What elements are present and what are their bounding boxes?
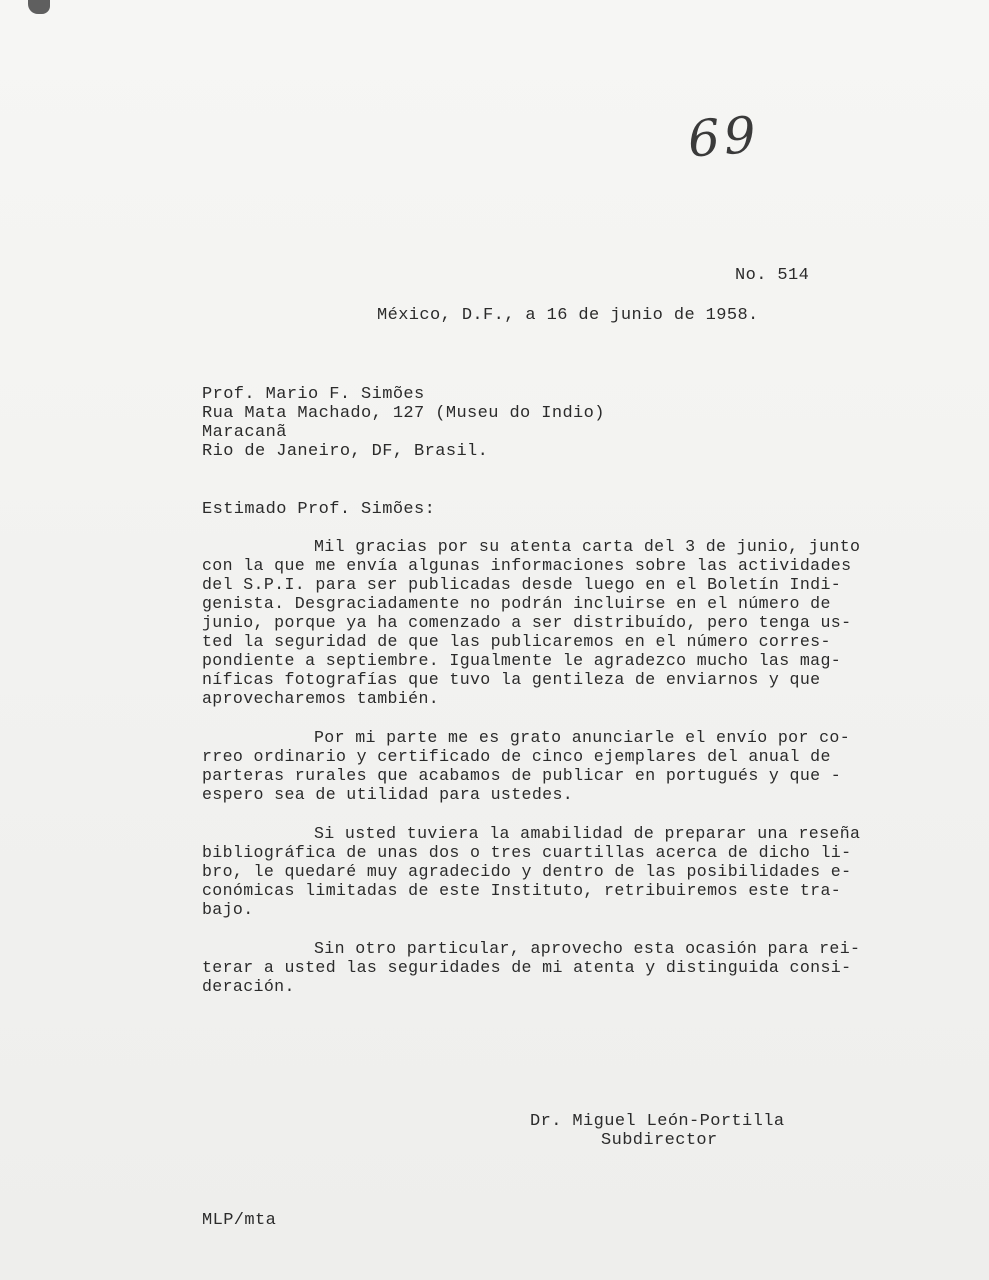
reference-number: No. 514 bbox=[735, 266, 810, 285]
paragraph-line: espero sea de utilidad para ustedes. bbox=[202, 785, 574, 804]
paragraph-line: aprovecharemos también. bbox=[202, 689, 440, 708]
paragraph-line: Sin otro particular, aprovecho esta ocasión para rei- bbox=[314, 939, 861, 958]
recipient-street: Rua Mata Machado, 127 (Museu do Indio) bbox=[202, 404, 605, 423]
paragraph-line: pondiente a septiembre. Igualmente le agradezco mucho las mag- bbox=[202, 651, 842, 670]
paragraph-line: genista. Desgraciadamente no podrán incluirse en el número de bbox=[202, 594, 831, 613]
paragraph-line: ted la seguridad de que las publicaremos en el número corres- bbox=[202, 632, 831, 651]
paragraph-line: Si usted tuviera la amabilidad de preparar una reseña bbox=[314, 824, 861, 843]
paragraph-line: rreo ordinario y certificado de cinco ejemplares del anual de bbox=[202, 747, 831, 766]
paragraph-line: Mil gracias por su atenta carta del 3 de junio, junto bbox=[314, 537, 861, 556]
paragraph-line: conómicas limitadas de este Instituto, retribuiremos este tra- bbox=[202, 881, 842, 900]
corner-mark bbox=[28, 0, 50, 14]
paragraph-line: Por mi parte me es grato anunciarle el envío por co- bbox=[314, 728, 851, 747]
paragraph-line: terar a usted las seguridades de mi atenta y distinguida consi- bbox=[202, 958, 852, 977]
paragraph-line: bajo. bbox=[202, 900, 254, 919]
paragraph-line: bibliográfica de unas dos o tres cuartillas acerca de dicho li- bbox=[202, 843, 852, 862]
paragraph-line: bro, le quedaré muy agradecido y dentro de las posibilidades e- bbox=[202, 862, 852, 881]
paragraph-line: parteras rurales que acabamos de publicar en portugués y que - bbox=[202, 766, 842, 785]
paragraph-line: con la que me envía algunas informaciones sobre las actividades bbox=[202, 556, 852, 575]
reference-initials: MLP/mta bbox=[202, 1211, 277, 1230]
signer-name: Dr. Miguel León-Portilla bbox=[530, 1112, 785, 1131]
paragraph-line: deración. bbox=[202, 977, 295, 996]
paragraph-line: junio, porque ya ha comenzado a ser distribuído, pero tenga us- bbox=[202, 613, 852, 632]
signer-title: Subdirector bbox=[601, 1131, 718, 1150]
paragraph-line: del S.P.I. para ser publicadas desde luego en el Boletín Indi- bbox=[202, 575, 842, 594]
recipient-district: Maracanã bbox=[202, 423, 287, 442]
paragraph-line: níficas fotografías que tuvo la gentileza de enviarnos y que bbox=[202, 670, 821, 689]
recipient-city: Rio de Janeiro, DF, Brasil. bbox=[202, 442, 489, 461]
salutation: Estimado Prof. Simões: bbox=[202, 500, 436, 519]
handwritten-page-number: 69 bbox=[686, 105, 762, 169]
place-date: México, D.F., a 16 de junio de 1958. bbox=[377, 306, 759, 325]
recipient-name: Prof. Mario F. Simões bbox=[202, 385, 425, 404]
